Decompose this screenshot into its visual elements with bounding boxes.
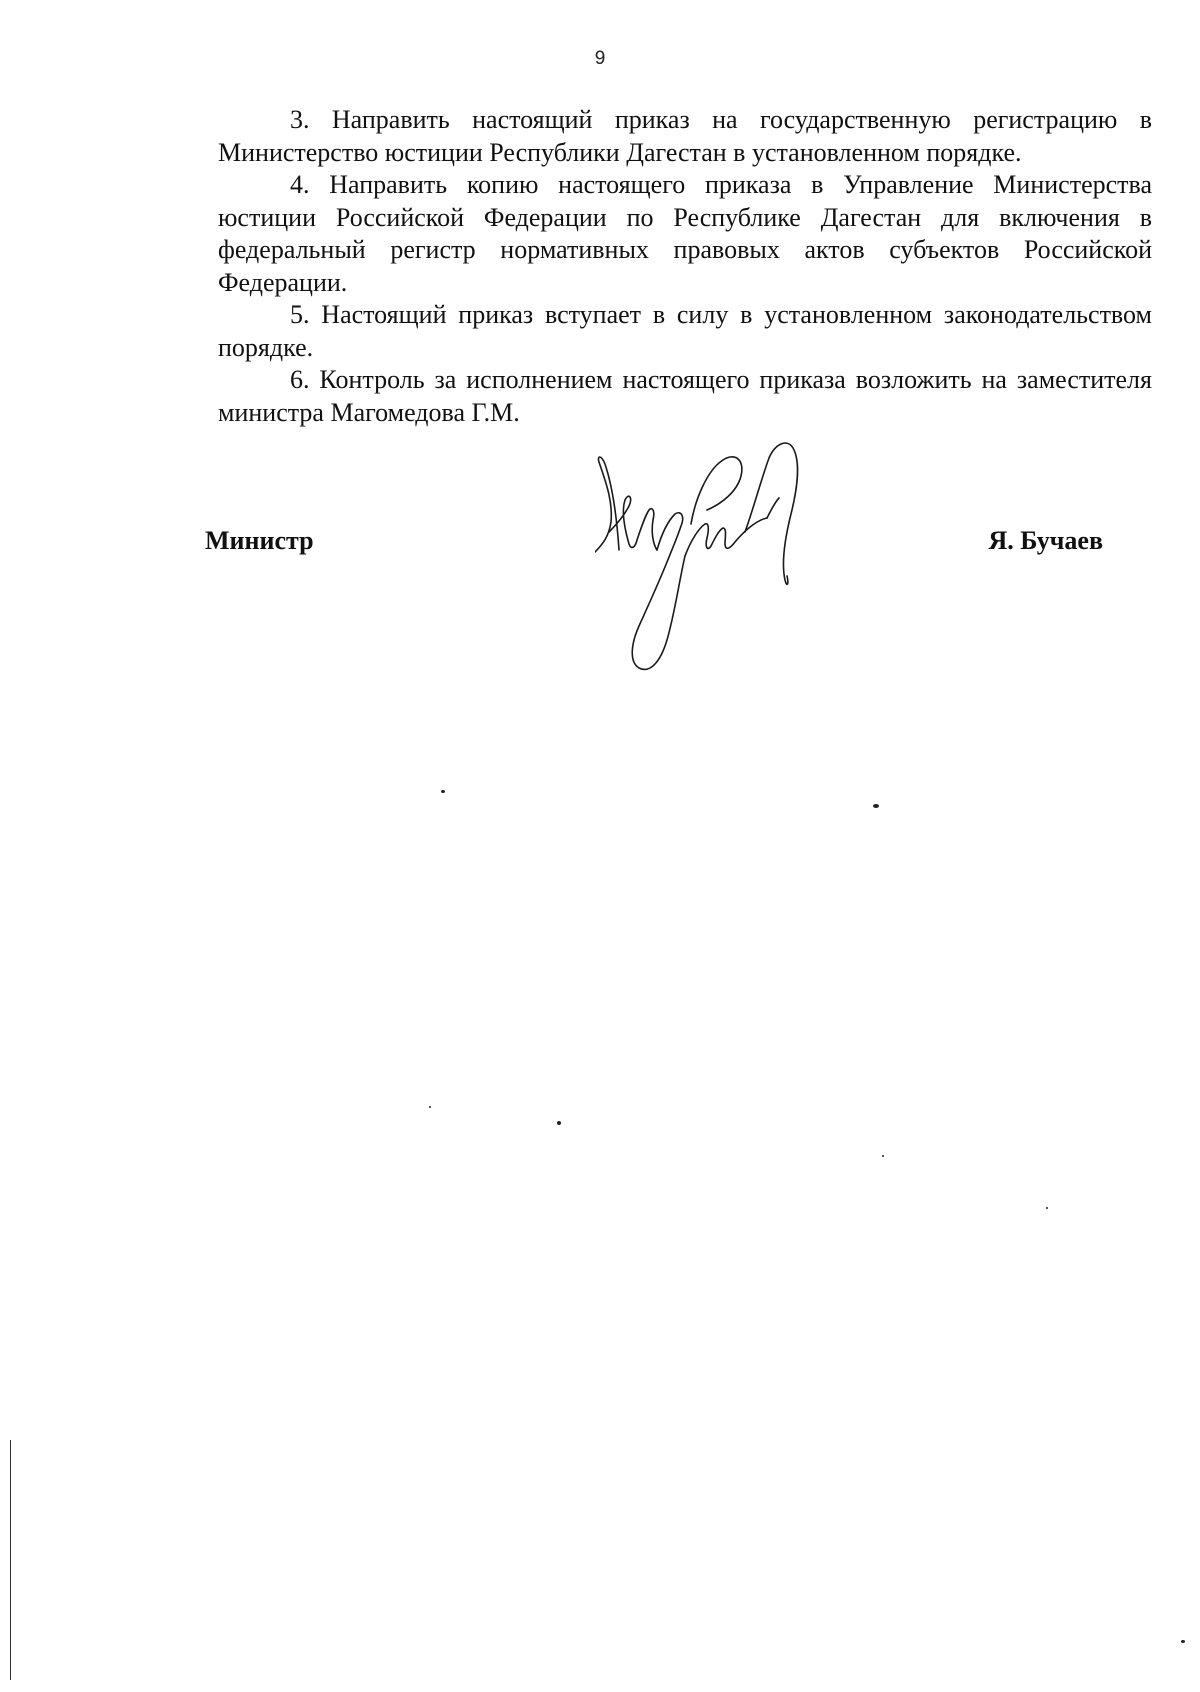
paragraph-3: 3. Направить настоящий приказ на государственную регистрацию в Министерство юстиции Республики Дагестан в установленном порядке. bbox=[218, 105, 1152, 167]
scan-speck bbox=[1046, 1207, 1048, 1209]
scan-speck bbox=[441, 790, 445, 793]
scan-speck bbox=[873, 804, 879, 808]
scan-margin-line bbox=[10, 1440, 11, 1680]
scan-speck bbox=[557, 1121, 561, 1125]
handwritten-signature bbox=[595, 440, 825, 680]
scan-speck bbox=[429, 1106, 431, 1108]
scan-speck bbox=[1181, 1640, 1185, 1643]
paragraph-5: 5. Настоящий приказ вступает в силу в установленном законодательством порядке. bbox=[218, 300, 1152, 362]
paragraph-6: 6. Контроль за исполнением настоящего приказа возложить на заместителя министра Магомедова Г.М. bbox=[218, 365, 1152, 427]
signatory-role: Министр bbox=[205, 526, 314, 555]
scan-speck bbox=[882, 1155, 884, 1157]
page-number: 9 bbox=[594, 48, 606, 69]
document-body bbox=[218, 104, 1152, 429]
signatory-name: Я. Бучаев bbox=[988, 526, 1103, 555]
paragraph-4: 4. Направить копию настоящего приказа в Управление Министерства юстиции Российской Федерации по Республике Дагестан для включения в федеральный регистр нормативных правовых актов субъектов Российской Федерации. bbox=[218, 170, 1152, 297]
